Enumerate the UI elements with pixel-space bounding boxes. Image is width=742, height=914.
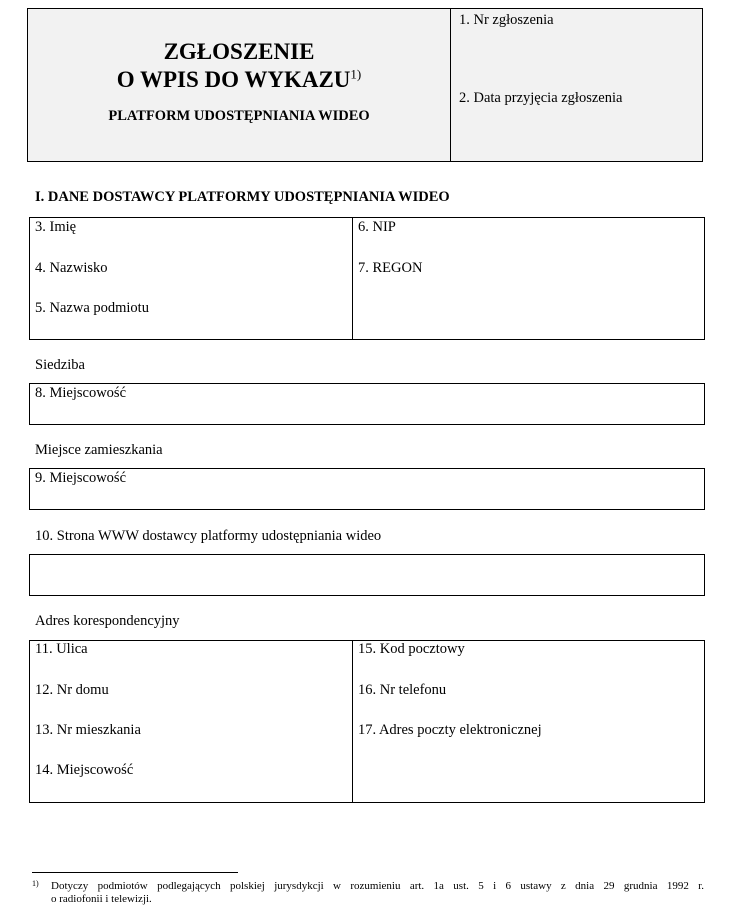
form-subtitle: PLATFORM UDOSTĘPNIANIA WIDEO xyxy=(108,108,370,124)
field-9-residence-locality[interactable]: 9. Miejscowość xyxy=(35,470,127,486)
field-15-postal-code[interactable]: 15. Kod pocztowy xyxy=(358,641,465,657)
provider-data-table xyxy=(29,217,705,340)
title-footnote-ref: 1) xyxy=(350,66,362,82)
field-8-seat-locality[interactable]: 8. Miejscowość xyxy=(35,385,127,401)
seat-box xyxy=(29,383,705,425)
field-17-email-address[interactable]: 17. Adres poczty elektronicznej xyxy=(358,722,542,738)
field-10-website-input[interactable] xyxy=(29,554,705,596)
form-title-line2 xyxy=(28,67,450,93)
field-11-street[interactable]: 11. Ulica xyxy=(35,641,88,657)
field-13-apartment-number[interactable]: 13. Nr mieszkania xyxy=(35,722,141,738)
form-title-line1: ZGŁOSZENIE xyxy=(163,39,315,64)
field-10-website-label: 10. Strona WWW dostawcy platformy udostępniania wideo xyxy=(35,528,382,544)
header-divider xyxy=(450,9,451,161)
column-divider xyxy=(352,641,353,802)
footnote-line-1: Dotyczy podmiotów podlegających polskiej jurysdykcji w rozumieniu art. 1a ust. 5 i 6 ustawy z dnia 29 grudnia 1992 r. xyxy=(51,880,704,892)
seat-label: Siedziba xyxy=(35,357,85,373)
section-1-heading: I. DANE DOSTAWCY PLATFORMY UDOSTĘPNIANIA WIDEO xyxy=(35,189,450,205)
field-2-acceptance-date[interactable]: 2. Data przyjęcia zgłoszenia xyxy=(459,90,623,106)
footnote-line-2: o radiofonii i telewizji. xyxy=(51,893,152,905)
field-16-phone-number[interactable]: 16. Nr telefonu xyxy=(358,682,447,698)
correspondence-table xyxy=(29,640,705,803)
field-5-entity-name[interactable]: 5. Nazwa podmiotu xyxy=(35,300,149,316)
form-title-text: O WPIS DO WYKAZU xyxy=(116,67,351,92)
footnote xyxy=(32,880,704,906)
residence-box xyxy=(29,468,705,510)
field-7-regon[interactable]: 7. REGON xyxy=(358,260,423,276)
correspondence-label: Adres korespondencyjny xyxy=(35,613,180,629)
field-3-first-name[interactable]: 3. Imię xyxy=(35,219,77,235)
residence-label: Miejsce zamieszkania xyxy=(35,442,163,458)
field-12-house-number[interactable]: 12. Nr domu xyxy=(35,682,109,698)
form-header xyxy=(27,8,703,162)
field-6-nip[interactable]: 6. NIP xyxy=(358,219,396,235)
field-1-submission-number[interactable]: 1. Nr zgłoszenia xyxy=(459,12,554,28)
field-4-last-name[interactable]: 4. Nazwisko xyxy=(35,260,108,276)
footnote-mark: 1) xyxy=(32,879,39,888)
field-14-locality[interactable]: 14. Miejscowość xyxy=(35,762,134,778)
column-divider xyxy=(352,218,353,339)
footnote-separator xyxy=(32,872,238,873)
